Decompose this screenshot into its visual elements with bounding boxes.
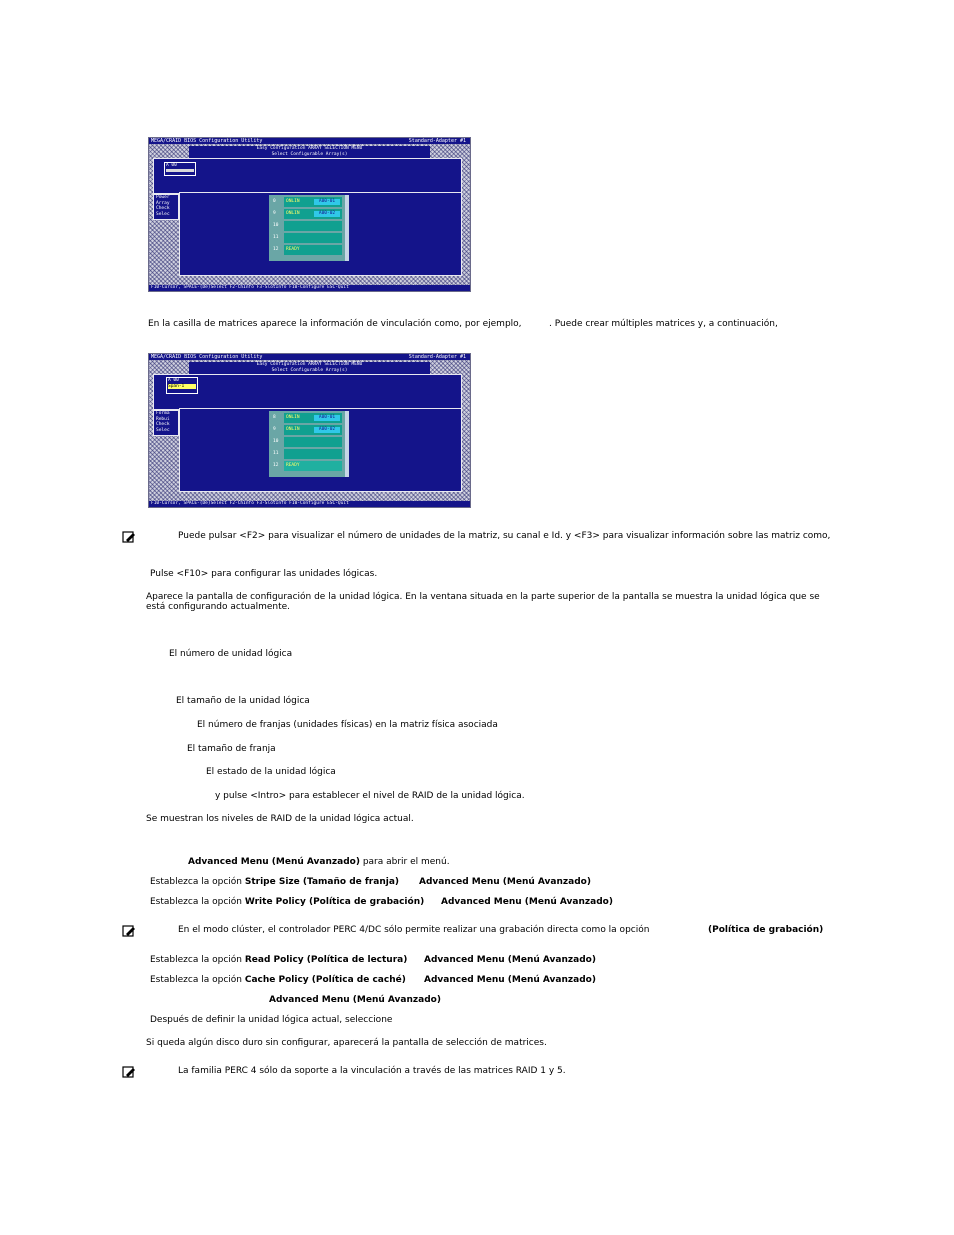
bios-header-line1: Easy Configuration ARRAY SELECTION MENU [256,362,363,367]
bios-menu-item: Power [156,195,170,200]
note-icon [122,924,136,938]
bios-array-box [153,158,462,194]
set-option-text: Establezca la opción [150,975,245,985]
paragraph-matrices-text: En la casilla de matrices aparece la información de vinculación como, por ejemplo, [148,319,522,329]
bios-header-line2: Select Configurable Array(s) [271,368,348,373]
bios-array-slot [166,377,198,394]
note-cluster-mode-bold [708,924,823,936]
bios-menu-item: Rebui [156,416,170,422]
bios-menu-item: Selec [156,211,170,217]
bios-drive-id: 12 [273,463,279,468]
step-cache-policy [150,974,406,986]
bios-drive-cell [284,221,342,231]
advanced-menu-label: Advanced Menu (Menú Avanzado) [419,877,591,887]
bios-drive-status: READY [286,247,300,252]
bios-scrollbar [345,195,349,261]
paragraph-unconfigured-disks: Si queda algún disco duro sin configurar, aparecerá la pantalla de selección de matrices. [146,1038,547,1048]
note-f2-f3: Puede pulsar <F2> para visualizar el número de unidades de la matriz, su canal e Id. y <F3> para visualizar información sobre las matriz como, [178,531,831,541]
bios-drive-cell [284,197,342,207]
bios-drive-cell [284,461,342,471]
bios-screenshot-array-selection-1 [148,137,471,292]
step-stripe-size [150,876,399,888]
bios-drive-cell [284,449,342,459]
paragraph-raid-levels: Se muestran los niveles de RAID de la unidad lógica actual. [146,814,414,824]
bios-drive-id: 9 [273,427,276,432]
bios-title-bar [149,138,470,144]
bios-drive-cell [284,233,342,243]
item-logical-drive-number: El número de unidad lógica [169,649,293,659]
step-after-define: Después de definir la unidad lógica actual, seleccione [150,1015,393,1025]
item-press-intro: y pulse <Intro> para establecer el nivel de RAID de la unidad lógica. [215,791,525,801]
bios-drive-status: ONLIN [286,211,300,216]
advanced-menu-label: Advanced Menu (Menú Avanzado) [188,857,360,867]
bios-drive-id: 10 [273,439,279,444]
bios-drive-id: 12 [273,247,279,252]
bios-drive-status: ONLIN [286,199,300,204]
stripe-size-label: Stripe Size (Tamaño de franja) [244,877,399,887]
bios-drive-status: READY [286,463,300,468]
bios-array-label: A 00 [168,378,179,383]
bios-drive-cell [284,425,342,435]
bios-array-entry [166,169,194,172]
advanced-menu-label: Advanced Menu (Menú Avanzado) [424,975,596,985]
bios-drive-row [269,208,345,220]
bios-array-entry: Span-1 [168,384,196,389]
bios-adapter: Standard-Adapter #1 [408,138,466,144]
bios-scrollbar [345,411,349,477]
bios-menu-item: Array [156,200,170,206]
bios-menu-item: Selec [156,427,170,433]
step-write-policy-menu [441,896,613,908]
step-close-advanced-menu [269,994,441,1006]
bios-menu-item: Check [156,422,170,427]
set-option-text: Establezca la opción [150,897,245,907]
bios-array-label: A 00 [166,163,177,168]
step-read-policy [150,954,407,966]
paragraph-config-screen-line1: Aparece la pantalla de configuración de la unidad lógica. En la ventana situada en la parte superior de la pantalla se muestra la unidad lógica que se [146,592,820,602]
item-stripe-size: El tamaño de franja [187,744,276,754]
step-stripe-size-menu [419,876,591,888]
bios-drive-row [269,424,345,436]
bios-drive-id: 9 [273,211,276,216]
bios-menu-item: Check [156,206,170,211]
paragraph-matrices-cont [549,318,778,330]
bios-array-box [153,374,462,410]
bios-drive-row [269,436,345,448]
step-open-advanced-menu [188,856,450,868]
bios-side-menu [153,410,179,436]
read-policy-label: Read Policy (Política de lectura) [244,955,408,965]
bios-drive-row [269,220,345,232]
bios-drive-row [269,412,345,424]
note-icon [122,1065,136,1079]
bios-menu-header [189,362,430,374]
bios-drive-cell [284,413,342,423]
bios-drive-id: 8 [273,415,276,420]
note-icon [122,530,136,544]
bios-footer: F10-Cursor, SPACE-(De)Select F2-ChInfo F3-SlotInfo F10-Configure ESC-Quit [149,285,470,291]
note-perc4-spanning: La familia PERC 4 sólo da soporte a la vinculación a través de las matrices RAID 1 y 5. [178,1066,566,1076]
item-logical-drive-size: El tamaño de la unidad lógica [176,696,310,706]
bios-drive-row [269,232,345,244]
write-policy-label: Write Policy (Política de grabación) [244,897,425,907]
bios-drive-row [269,448,345,460]
write-policy-label: (Política de grabación) [708,925,824,935]
bios-title-bar [149,354,470,360]
bios-drive-cell [284,209,342,219]
bios-drive-cell [284,437,342,447]
step-write-policy [150,896,424,908]
set-option-text: Establezca la opción [150,955,245,965]
bios-drive-id: 11 [273,235,279,240]
bios-side-menu [153,194,179,220]
set-option-text: Establezca la opción [150,877,245,887]
step-read-policy-menu [424,954,596,966]
bios-array-slot [164,162,196,176]
bios-footer: F10-Cursor, SPACE-(De)Select F2-ChInfo F3-SlotInfo F10-Configure ESC-Quit [149,501,470,507]
advanced-menu-rest: para abrir el menú. [359,857,450,867]
paragraph-matrices [148,318,522,330]
bios-title: MEGA/CRAID BIOS Configuration Utility [151,138,263,144]
bios-drive-id: 10 [273,223,279,228]
bios-header-line1: Easy Configuration ARRAY SELECTION MENU [256,146,363,151]
bios-drive-tag: A00-01 [314,199,340,205]
bios-screenshot-array-selection-2 [148,353,471,508]
note-cluster-mode: En el modo clúster, el controlador PERC 4/DC sólo permite realizar una grabación directa como la opción [178,925,650,935]
cache-policy-label: Cache Policy (Política de caché) [244,975,406,985]
bios-adapter: Standard-Adapter #1 [408,354,466,360]
paragraph-matrices-text2: . Puede crear múltiples matrices y, a continuación, [549,319,778,329]
paragraph-config-screen-line2: está configurando actualmente. [146,602,291,612]
bios-drive-row [269,196,345,208]
bios-drive-row [269,244,345,256]
bios-drive-id: 0 [273,199,276,204]
bios-menu-item: Forma [156,411,170,416]
item-stripes: El número de franjas (unidades físicas) en la matriz física asociada [197,720,498,730]
bios-header-line2: Select Configurable Array(s) [271,152,348,157]
bios-drive-tag: A00-02 [314,211,340,217]
bios-drive-tag: A00-02 [314,427,340,433]
item-logical-drive-state: El estado de la unidad lógica [206,767,336,777]
advanced-menu-label: Advanced Menu (Menú Avanzado) [441,897,613,907]
bios-drive-id: 11 [273,451,279,456]
advanced-menu-label: Advanced Menu (Menú Avanzado) [424,955,596,965]
bios-menu-header [189,146,430,158]
bios-drive-tag: A00-01 [314,415,340,421]
bios-title: MEGA/CRAID BIOS Configuration Utility [151,354,263,360]
bios-drive-list [269,195,349,261]
bios-drive-list [269,411,349,477]
bios-drive-row [269,460,345,472]
bios-drive-cell [284,245,342,255]
advanced-menu-label: Advanced Menu (Menú Avanzado) [269,995,441,1005]
bios-drive-status: ONLIN [286,415,300,420]
bios-drive-status: ONLIN [286,427,300,432]
step-cache-policy-menu [424,974,596,986]
step-press-f10: Pulse <F10> para configurar las unidades lógicas. [150,569,378,579]
